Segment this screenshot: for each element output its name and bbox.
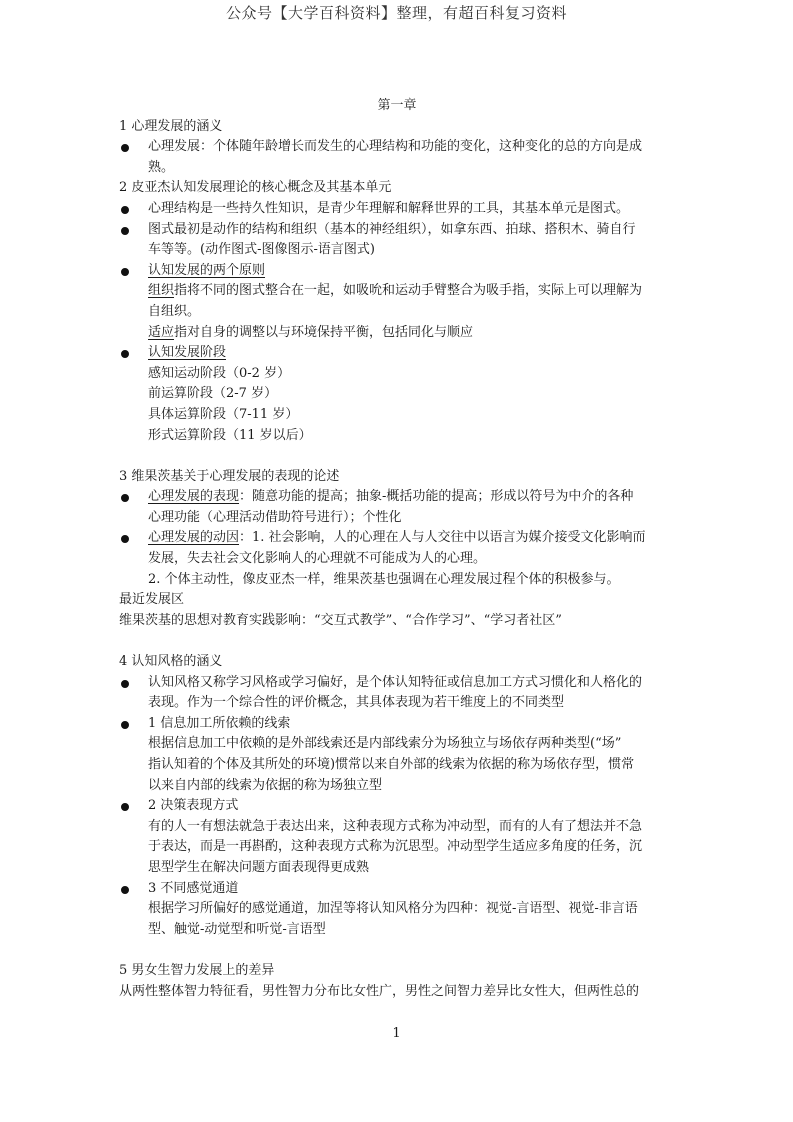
underlined-term: 认知发展阶段 (148, 345, 227, 361)
text-line: 自组织。 (148, 303, 201, 319)
section-heading: 1 心理发展的涵义 (119, 118, 223, 134)
section-heading: 3 维果茨基关于心理发展的表现的论述 (119, 468, 340, 484)
spacer (119, 631, 675, 652)
underlined-term: 组织 (148, 283, 175, 299)
definition-text: 指对自身的调整以与环境保持平衡，包括同化与顺应 (174, 324, 474, 340)
definition-text: 指将不同的图式整合在一起，如吸吮和运动手臂整合为吸手指，实际上可以理解为 (174, 283, 643, 299)
document-body (119, 96, 675, 1002)
stage-item: 前运算阶段（2-7 岁） (148, 386, 278, 402)
text-line: 以来自内部的线索为依据的称为场独立型 (148, 777, 383, 793)
text-line (119, 323, 675, 344)
stage-item: 具体运算阶段（7-11 岁） (148, 406, 299, 422)
bullet-item: 图式最初是动作的结构和组织（基本的神经组织），如拿东西、拍球、搭积木、骑自行 (119, 220, 675, 241)
text-line: 从两性整体智力特征看，男性智力分布比女性广，男性之间智力差异比女性大，但两性总的 (119, 983, 640, 999)
bullet-item: 2 决策表现方式 (119, 796, 675, 817)
underlined-term: 心理发展的动因 (148, 530, 240, 546)
text-line: 有的人一有想法就急于表达出来，这种表现方式称为冲动型，而有的人有了想法并不急 (148, 818, 643, 834)
definition-text: ：随意功能的提高；抽象-概括功能的提高；形成以符号为中介的各种 (239, 489, 634, 505)
underlined-term: 心理发展的表现 (148, 489, 240, 505)
bullet-item: 心理发展：个体随年龄增长而发生的心理结构和功能的变化，这种变化的总的方向是成 (119, 137, 675, 158)
spacer (119, 940, 675, 961)
underlined-term: 适应 (148, 324, 175, 340)
stage-item: 感知运动阶段（0-2 岁） (148, 365, 291, 381)
stage-item: 形式运算阶段（11 岁以后） (148, 427, 312, 443)
text-line: 指认知着的个体及其所处的环境)惯常以来自外部的线索为依据的称为场依存型，惯常 (148, 757, 635, 772)
text-line: 维果茨基的思想对教育实践影响：“交互式教学”、“合作学习”、“学习者社区” (119, 612, 562, 628)
text-line: 型、触觉-动觉型和听觉-言语型 (148, 921, 326, 937)
text-line: 根据学习所偏好的感觉通道，加涅等将认知风格分为四种：视觉-言语型、视觉-非言语 (148, 901, 638, 917)
chapter-title: 第一章 (377, 98, 417, 113)
text-line: 2. 个体主动性，像皮亚杰一样，维果茨基也强调在心理发展过程个体的积极参与。 (148, 571, 620, 587)
underlined-term: 认知发展的两个原则 (148, 262, 266, 278)
text-line (119, 281, 675, 302)
section-heading: 2 皮亚杰认知发展理论的核心概念及其基本单元 (119, 180, 392, 196)
text-line: 根据信息加工中依赖的是外部线索还是内部线索分为场独立与场依存两种类型(“场” (148, 736, 622, 752)
definition-text: ：1. 社会影响，人的心理在人与人交往中以语言为媒介接受文化影响而 (239, 530, 646, 546)
bullet-item: 3 不同感觉通道 (119, 879, 675, 900)
text-line: 最近发展区 (119, 592, 185, 608)
bullet-item (119, 487, 675, 508)
text-line: 发展，失去社会文化影响人的心理就不可能成为人的心理。 (148, 551, 487, 567)
page-header: 公众号【大学百科资料】整理，有超百科复习资料 (225, 4, 567, 22)
page-number: 1 (392, 1026, 401, 1041)
bullet-item: 认知风格又称学习风格或学习偏好，是个体认知特征或信息加工方式习惯化和人格化的 (119, 673, 675, 694)
bullet-item: 1 信息加工所依赖的线索 (119, 714, 675, 735)
spacer (119, 446, 675, 467)
text-line: 心理功能（心理活动借助符号进行）；个性化 (148, 509, 402, 525)
text-line: 熟。 (148, 159, 175, 175)
bullet-item: 心理结构是一些持久性知识，是青少年理解和解释世界的工具，其基本单元是图式。 (119, 199, 675, 220)
text-line: 表现。作为一个综合性的评价概念，其具体表现为若干维度上的不同类型 (148, 695, 565, 711)
text-line: 于表达，而是一再斟酌，这种表现方式称为沉思型。冲动型学生适应多角度的任务，沉 (148, 839, 643, 855)
bullet-item (119, 343, 675, 364)
bullet-item (119, 528, 675, 549)
bullet-item (119, 261, 675, 282)
section-heading: 4 认知风格的涵义 (119, 654, 223, 670)
section-heading: 5 男女生智力发展上的差异 (119, 962, 275, 978)
text-line: 思型学生在解决问题方面表现得更成熟 (148, 859, 370, 875)
text-line: 车等等。(动作图式-图像图示-语言图式) (148, 242, 375, 258)
